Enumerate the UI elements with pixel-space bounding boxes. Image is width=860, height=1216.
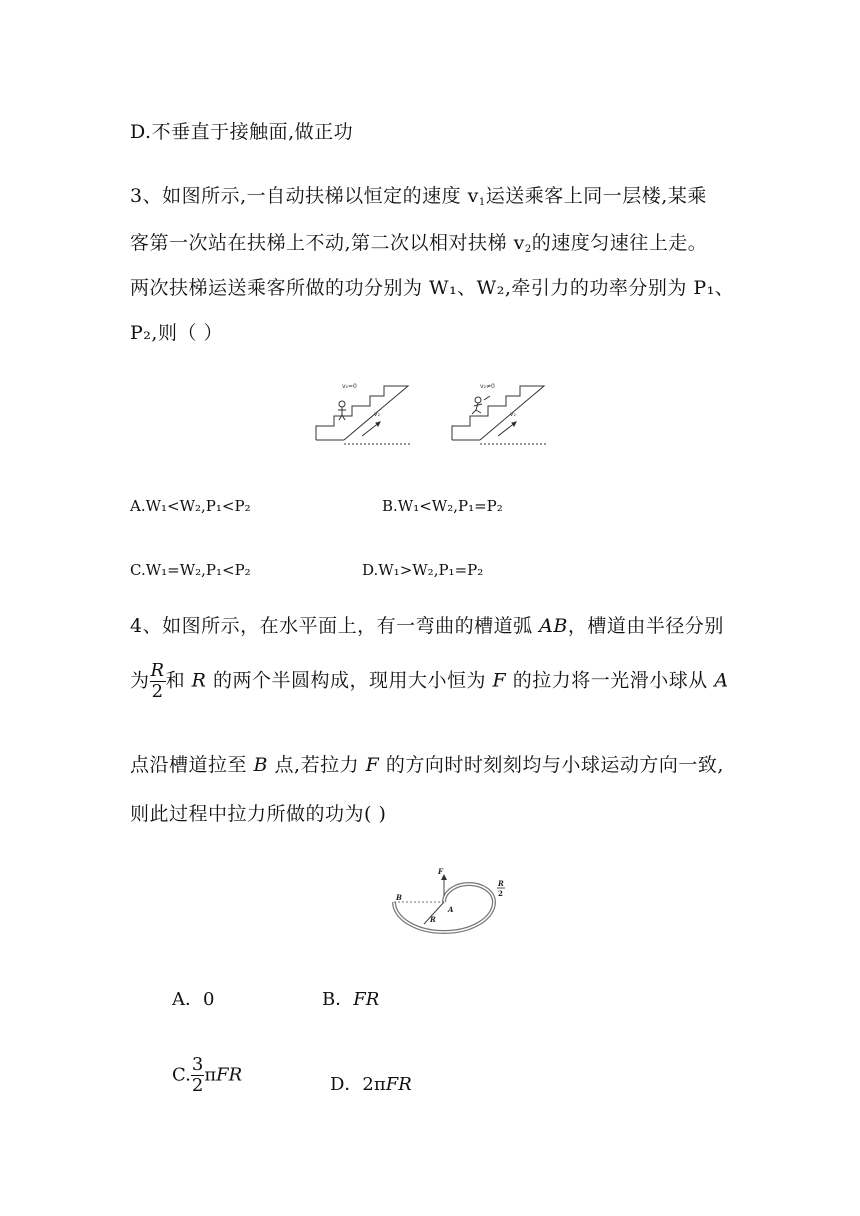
escalator-right xyxy=(452,386,548,444)
q4-line-1-a: 4、如图所示，在水平面上，有一弯曲的槽道弧 xyxy=(130,615,540,637)
q3-option-c[interactable]: C.W₁=W₂,P₁<P₂ xyxy=(130,561,251,579)
q3-line-1 xyxy=(130,181,707,208)
q3-line-4: P₂,则（ ） xyxy=(130,322,223,344)
groove-label-b: B xyxy=(396,893,402,902)
escalator-left-v1-label: v₁ xyxy=(374,411,380,418)
q4-line-1 xyxy=(130,611,724,638)
q3-line-3: 两次扶梯运送乘客所做的功分别为 W₁、W₂,牵引力的功率分别为 P₁、 xyxy=(130,277,735,299)
q4-line-2-b: 的两个半圆构成，现用大小恒为 xyxy=(206,669,493,692)
prev-option-d: D.不垂直于接触面,做正功 xyxy=(130,121,354,143)
q4-option-c-pi: π xyxy=(204,1064,217,1086)
groove-label-r-half-den: 2 xyxy=(498,889,503,898)
q4-line-1-b: ，槽道由半径分别 xyxy=(567,615,724,637)
q4-line-2 xyxy=(130,662,729,701)
q4-option-c-den: 2 xyxy=(191,1075,204,1096)
q3-line-1-b: 运送乘客上同一层楼,某乘 xyxy=(485,185,707,207)
q4-line-3-b: 点,若拉力 xyxy=(268,754,366,776)
q4-option-a[interactable]: A．0 xyxy=(172,989,215,1010)
q4-option-d-val: FR xyxy=(385,1074,412,1095)
q4-arc-ab: AB xyxy=(539,615,568,637)
q4-option-b[interactable] xyxy=(322,985,379,1011)
q4-f: F xyxy=(492,669,507,692)
q4-option-c-val: FR xyxy=(216,1064,243,1086)
groove-figure xyxy=(388,860,518,940)
q4-option-d-pre: D．2π xyxy=(330,1074,386,1095)
q4-option-c-frac xyxy=(191,1056,204,1095)
escalator-left-v2-label: v₂=0 xyxy=(342,383,357,390)
q4-option-c-num: 3 xyxy=(191,1054,204,1075)
q3-v1-sub: 1 xyxy=(478,197,486,208)
q4-line-2-mid: 和 xyxy=(165,669,192,692)
q4-option-b-pre: B． xyxy=(322,989,354,1010)
q3-option-d[interactable]: D.W₁>W₂,P₁=P₂ xyxy=(362,561,484,579)
groove-label-r: R xyxy=(430,915,436,924)
q4-option-c-pre: C. xyxy=(172,1064,191,1086)
q4-frac-den: 2 xyxy=(151,681,164,702)
q3-option-b[interactable]: B.W₁<W₂,P₁=P₂ xyxy=(382,497,503,515)
q4-option-c[interactable] xyxy=(172,1056,242,1095)
q4-frac-num: R xyxy=(150,660,165,681)
q4-option-b-val: FR xyxy=(353,989,380,1010)
q3-line-1-a: 3、如图所示,一自动扶梯以恒定的速度 v xyxy=(130,185,479,207)
groove-label-r-half-num: R xyxy=(498,879,504,888)
q4-a: A xyxy=(714,669,729,692)
groove-large-semicircle xyxy=(394,902,494,932)
q3-line-2 xyxy=(130,228,707,255)
q4-r: R xyxy=(191,669,207,692)
groove-label-f: F xyxy=(438,867,443,876)
groove-small-semicircle xyxy=(444,884,494,902)
q3-option-a[interactable]: A.W₁<W₂,P₁<P₂ xyxy=(130,497,251,515)
q4-f2: F xyxy=(365,754,380,776)
q4-line-2-pre: 为 xyxy=(130,669,150,692)
escalator-left xyxy=(316,386,412,444)
q4-option-d[interactable] xyxy=(330,1070,412,1096)
escalator-right-v2-label: v₂≠0 xyxy=(480,383,495,390)
groove-label-a: A xyxy=(448,905,454,914)
q4-line-3-c: 的方向时时刻刻均与小球运动方向一致, xyxy=(379,754,724,776)
q4-line-4: 则此过程中拉力所做的功为( ) xyxy=(130,803,387,825)
escalator-figure xyxy=(312,378,552,448)
q4-line-3-a: 点沿槽道拉至 xyxy=(130,754,254,776)
q4-line-3 xyxy=(130,750,724,777)
q3-line-2-a: 客第一次站在扶梯上不动,第二次以相对扶梯 v xyxy=(130,232,525,254)
escalator-right-v1-label: v₁ xyxy=(510,411,516,418)
q4-frac-r-over-2 xyxy=(150,662,166,701)
q3-line-2-b: 的速度匀速往上走。 xyxy=(531,232,708,254)
q4-b: B xyxy=(253,754,269,776)
q3-v2-sub: 2 xyxy=(524,244,532,255)
q4-line-2-c: 的拉力将一光滑小球从 xyxy=(506,669,715,692)
